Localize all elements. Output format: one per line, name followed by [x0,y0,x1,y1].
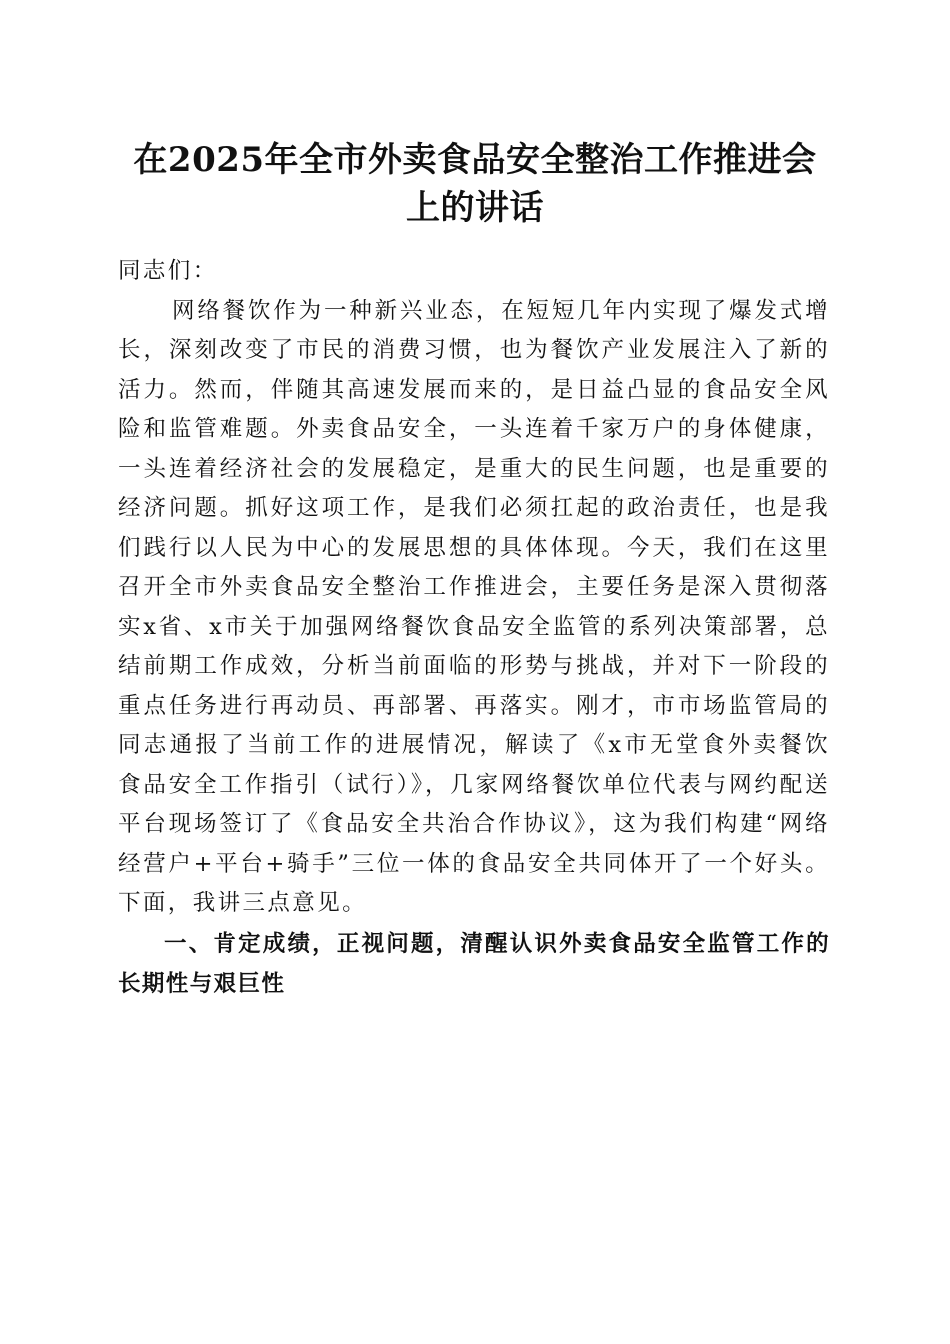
document-body [118,252,830,1004]
title-line-2: 上的讲话 [406,188,544,228]
document-title [100,136,850,232]
intro-paragraph: 网络餐饮作为一种新兴业态，在短短几年内实现了爆发式增长，深刻改变了市民的消费习惯，也为餐饮产业发展注入了新的活力。然而，伴随其高速发展而来的，是日益凸显的食品安全风险和监管难题。外卖食品安全，一头连着千家万户的身体健康，一头连着经济社会的发展稳定，是重大的民生问题，也是重要的经济问题。抓好这项工作，是我们必须扛起的政治责任，也是我们践行以人民为中心的发展思想的具体体现。今天，我们在这里召开全市外卖食品安全整治工作推进会，主要任务是深入贯彻落实x省、x市关于加强网络餐饮食品安全监管的系列决策部署，总结前期工作成效，分析当前面临的形势与挑战，并对下一阶段的重点任务进行再动员、再部署、再落实。刚才，市市场监管局的同志通报了当前工作的进展情况，解读了《x市无堂食外卖餐饮食品安全工作指引（试行）》，几家网络餐饮单位代表与网约配送平台现场签订了《食品安全共治合作协议》，这为我们构建“网络经营户+平台+骑手”三位一体的食品安全共同体开了一个好头。下面，我讲三点意见。 [118,297,830,916]
section-heading-1: 一、肯定成绩，正视问题，清醒认识外卖食品安全监管工作的长期性与艰巨性 [118,930,830,997]
salutation: 同志们： [118,258,218,284]
title-line-1: 在2025年全市外卖食品安全整治工作推进会 [133,140,817,180]
